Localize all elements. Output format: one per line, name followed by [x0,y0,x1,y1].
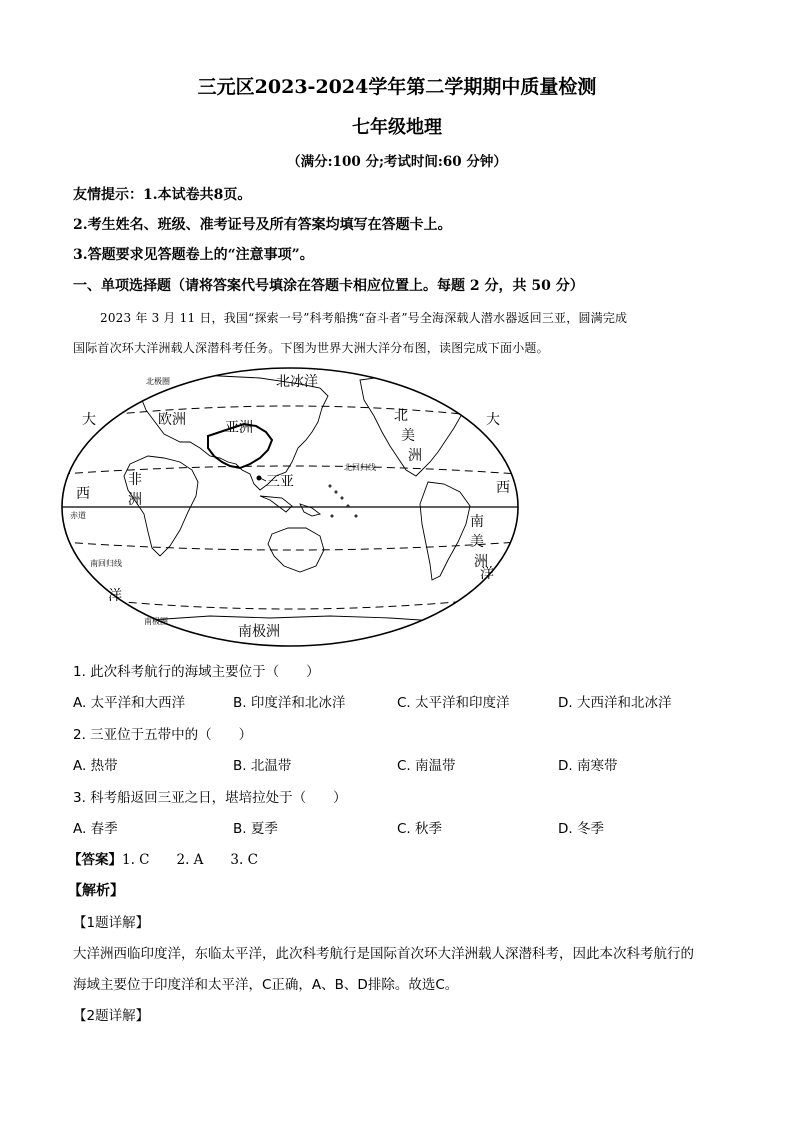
question-2-stem: 2. 三亚位于五带中的（ ） [73,727,253,743]
question-2-option-a[interactable]: A. 热带 [73,758,118,774]
tip-line-2: 2.考生姓名、班级、准考证号及所有答案均填写在答题卡上。 [73,217,452,233]
answer-text: 1. C 2. A 3. C [122,852,258,868]
question-3-option-a[interactable]: A. 春季 [73,821,118,837]
label-atlantic-left-2: 西 [76,486,90,502]
label-na-2: 美 [401,428,415,444]
exam-meta: （满分:100 分;考试时间:60 分钟） [287,154,507,170]
section-heading: 一、单项选择题（请将答案代号填涂在答题卡相应位置上。每题 2 分，共 50 分） [73,278,584,294]
label-sa-3: 洲 [474,554,488,570]
answer-tag: 【答案】 [68,852,122,868]
analysis-tag: 【解析】 [68,883,124,899]
label-africa-1: 非 [128,472,142,488]
question-2-option-b[interactable]: B. 北温带 [233,758,292,774]
question-1-option-a[interactable]: A. 太平洋和大西洋 [73,695,186,711]
question-1-option-d[interactable]: D. 大西洋和北冰洋 [558,695,672,711]
label-atlantic-right-3: 洋 [480,566,494,582]
question-3-option-c[interactable]: C. 秋季 [397,821,443,837]
label-antarctic-circle: 南极圈 [144,617,168,626]
label-sa-1: 南 [470,514,484,530]
intro-line-1: 2023 年 3 月 11 日，我国“探索一号”科考船携“奋斗者”号全海深载人潜水器返回三亚，圆满完成 [100,311,628,325]
label-arctic-circle: 北极圈 [146,377,170,386]
label-na-1: 北 [394,408,408,424]
label-tropic-cancer: 北回归线 [344,463,376,472]
label-sa-2: 美 [470,534,484,550]
answer-line [68,848,258,868]
tip-line-3: 3.答题要求见答题卷上的“注意事项”。 [73,247,314,263]
label-atlantic-left-3: 洋 [108,588,122,604]
q1-detail-line-1: 大洋洲西临印度洋，东临太平洋，此次科考航行是国际首次环大洋洲载人深潜科考，因此本次科考航行的 [73,946,694,962]
question-3-stem: 3. 科考船返回三亚之日，堪培拉处于（ ） [73,790,347,806]
question-2-option-c[interactable]: C. 南温带 [397,758,456,774]
intro-line-2: 国际首次环大洋洲载人深潜科考任务。下图为世界大洲大洋分布图，读图完成下面小题。 [73,341,549,355]
label-asia: 亚洲 [225,420,253,436]
question-3-option-d[interactable]: D. 冬季 [558,821,604,837]
label-arctic-ocean: 北冰洋 [276,374,318,390]
label-africa-2: 洲 [128,492,142,508]
page-title: 三元区2023-2024学年第二学期期中质量检测 [197,76,597,98]
question-3-option-b[interactable]: B. 夏季 [233,821,278,837]
label-equator: 赤道 [70,511,86,520]
question-1-option-b[interactable]: B. 印度洋和北冰洋 [233,695,346,711]
q1-detail-line-2: 海域主要位于印度洋和太平洋，C正确，A、B、D排除。故选C。 [73,977,459,993]
tip-line-1: 友情提示：1.本试卷共8页。 [73,187,252,203]
label-na-3: 洲 [408,448,422,464]
label-europe: 欧洲 [158,412,186,428]
label-atlantic-right-2: 西 [496,480,510,496]
world-map [60,366,520,648]
q1-detail-heading: 【1题详解】 [73,915,150,931]
q2-detail-heading: 【2题详解】 [73,1008,150,1024]
label-sanya: 三亚 [266,474,294,490]
question-1-stem: 1. 此次科考航行的海域主要位于（ ） [73,664,320,680]
label-tropic-capricorn: 南回归线 [90,559,122,568]
label-atlantic-right-1: 大 [486,412,500,428]
label-atlantic-left-1: 大 [82,412,96,428]
label-antarctica: 南极洲 [238,624,280,640]
question-1-option-c[interactable]: C. 太平洋和印度洋 [397,695,510,711]
question-2-option-d[interactable]: D. 南寒带 [558,758,618,774]
page-subtitle: 七年级地理 [352,117,442,138]
